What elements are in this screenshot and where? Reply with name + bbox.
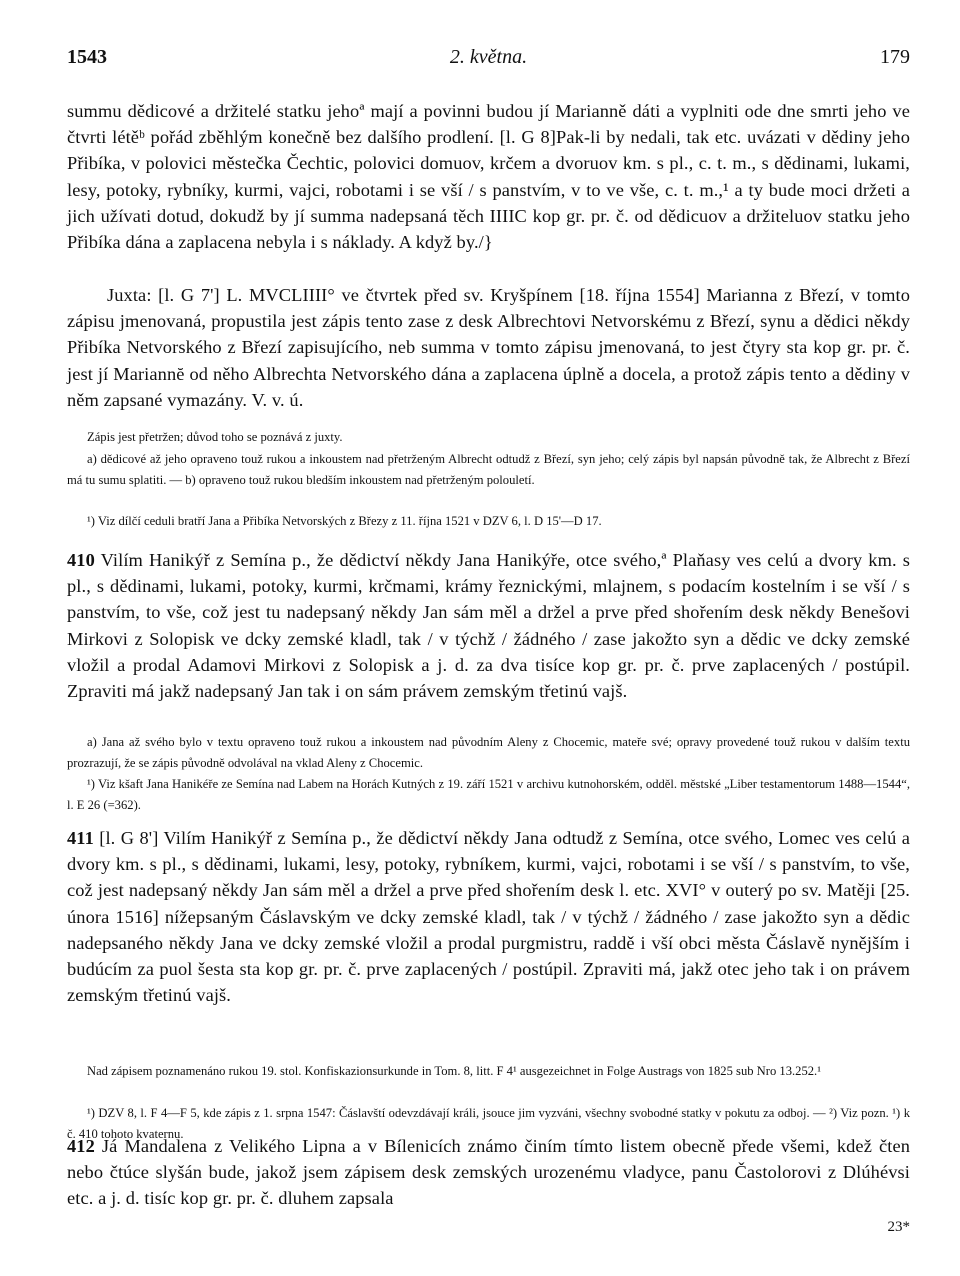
- footnote-a: a) Jana až svého bylo v textu opraveno touž rukou a inkoustem nad původním Aleny z Chocemic, mateře své; opravy provedené touž rukou v dalším textu prozrazují, že se zápis původně odvolával na vklad Aleny z Chocemic.: [67, 735, 910, 770]
- entry-410-body: Vilím Hanikýř z Semína p., že dědictví někdy Jana Hanikýře, otce svého,ª Plaňasy ves celú a dvory km. s pl., s dědinami, lukami, potoky, kurmi, krčmami, krámy řeznickými, mlajnem, s podacím kostelním i se vší / s panstvím, to vše, což jest tu nadepsaný někdy Jan sám měl a držel a prve před shořením desk někdy Benešovi Mirkovi z Solopisk ve dcky zemské kladl, tak / v týchž / žádného / zase jakožto syn a dědic ve dcky zemské vložil a prodal Adamovi Mirkovi z Solopisk a j. d. za dva tisíce kop gr. pr. č. prve zaplacených / postúpil. Zpraviti má jakž nadepsaný Jan tak i on sám právem zemským třetinú vajš.: [67, 550, 910, 702]
- footnote-1: ¹) Viz kšaft Jana Hanikéře ze Semína nad Labem na Horách Kutných z 19. září 1521 v archivu kutnohorském, odděl. městské „Liber testamentorum 1488—1544“, l. E 26 (=362).: [67, 777, 910, 812]
- editorial-note: Zápis jest přetržen; důvod toho se poznává z juxty.: [87, 430, 343, 444]
- running-header: [67, 46, 910, 74]
- entry-411-body: [l. G 8'] Vilím Hanikýř z Semína p., že dědictví někdy Jana odtudž z Semína, otce svého, Lomec ves celú a dvory km. s pl., s dědinami, lukami, lesy, potoky, rybníkem, kurmi, vajci, robotami i se vší / s panstvím, to vše, což jest nadepsaný někdy Jan sám měl a držel a prve před shořením desk l. etc. XVI° v outerý po sv. Matěji [25. února 1516] nížepsaným Čáslavským ve dcky zemské kladl, tak / v týchž / žádného / zase jakožto syn a dědic nadepsaného někdy Jana ve dcky zemské vložil a prodal purgmistru, raddě i vší obci města Čáslavě nynějším i budúcím za puol šesta sta kop gr. pr. č. prve zaplacených / postúpil. Zpraviti má, jakž otec jeho tak i on právem zemským třetinú vajš.: [67, 828, 910, 1006]
- juxta-paragraph: Juxta: [l. G 7'] L. MVCLIIII° ve čtvrtek před sv. Kryšpínem [18. října 1554] Marianna z Březí, v tomto zápisu jmenovaná, propustila jest zápis tento zase z desk Albrechtovi Netvorskému z Březí, synu a dědici někdy Přibíka Netvorského z Březí zapisujícího, neb summa v tomto zápisu jmenovaná, to jest čtyry sta kop gr. pr. č. jest jí Mariannĕ od něho Albrechta Netvorského dána a zaplacena úplně a docela, a protož zápis tento a dědiny v něm zapsané vymazány. V. v. ú.: [67, 285, 910, 410]
- entry-number: 412: [67, 1136, 95, 1156]
- entry-412-text: [67, 1133, 910, 1212]
- entry-number: 411: [67, 828, 94, 848]
- entry-number: 410: [67, 550, 95, 570]
- header-date: 2. května.: [449, 46, 528, 68]
- header-year: 1543: [67, 46, 107, 68]
- editorial-note: Nad zápisem poznamenáno rukou 19. stol. Konfiskazionsurkunde in Tom. 8, litt. F 4¹ ausgezeichnet in Folge Austrags von 1825 sub Nro 13.252.¹: [87, 1064, 821, 1078]
- footnote-1-2: ¹) DZV 8, l. F 4—F 5, kde zápis z 1. srpna 1547: Čáslavští odevzdávají králi, jsouce jim vyzváni, všechny svobodné statky v pokutu za odboj. — ²) Viz pozn. ¹) k č. 410 tohoto kvaternu.: [67, 1106, 910, 1141]
- signature-mark: 23*: [887, 1219, 910, 1235]
- entry-410-text: [67, 547, 910, 704]
- entry-412-body: Já Mandalena z Velikého Lipna a v Bílenicích známo činím tímto listem obecně přede všemi, kdež čten nebo čtúce slyšán bude, jakož jsem zápisem desk zemských urozenému vladyce, panu Častolorovi z Dlúhévsi etc. a j. d. tisíc kop gr. pr. č. dluhem zapsala: [67, 1136, 911, 1209]
- footnote-ab: a) dědicové až jeho opraveno touž rukou a inkoustem nad přetrženým Albrecht odtudž z Březí, syn jeho; celý zápis byl napsán původně tak, že Albrecht z Březí má tu sumu splatiti. — b) opraveno touž rukou bledším inkoustem nad přetrženým polouletí.: [67, 452, 910, 487]
- page-number: 179: [880, 46, 910, 68]
- entry-411-text: [67, 825, 910, 1008]
- footnote-1: ¹) Viz dílčí ceduli bratří Jana a Přibíka Netvorských z Březy z 11. října 1521 v DZV 6, l. D 15'—D 17.: [87, 514, 602, 528]
- entry-continuation-text: summu dědicové a držitelé statku jehoª mají a povinni budou jí Marianně dáti a vyplniti ode dne smrti jeho ve čtvrti létěᵇ pořád zběhlým konečně bez dalšího prodlení. [l. G 8]Pak-li by nedali, tak etc. uvázati v dědiny jeho Přibíka, v polovici městečka Čechtic, polovici domuov, krčem a dvoruov km. s pl., c. t. m., s dědinami, lukami, lesy, potoky, rybníky, kurmi, vajci, robotami i se vší / s panstvím, v to ve vše, c. t. m.,¹ a ty bude moci držeti a jich užívati dotud, dokudž by jí summa nadepsaná těch IIIIC kop gr. pr. č. od dědicuov a držiteluov statku jeho Přibíka dána a zaplacena nebyla i s náklady. A když by./}: [67, 101, 910, 253]
